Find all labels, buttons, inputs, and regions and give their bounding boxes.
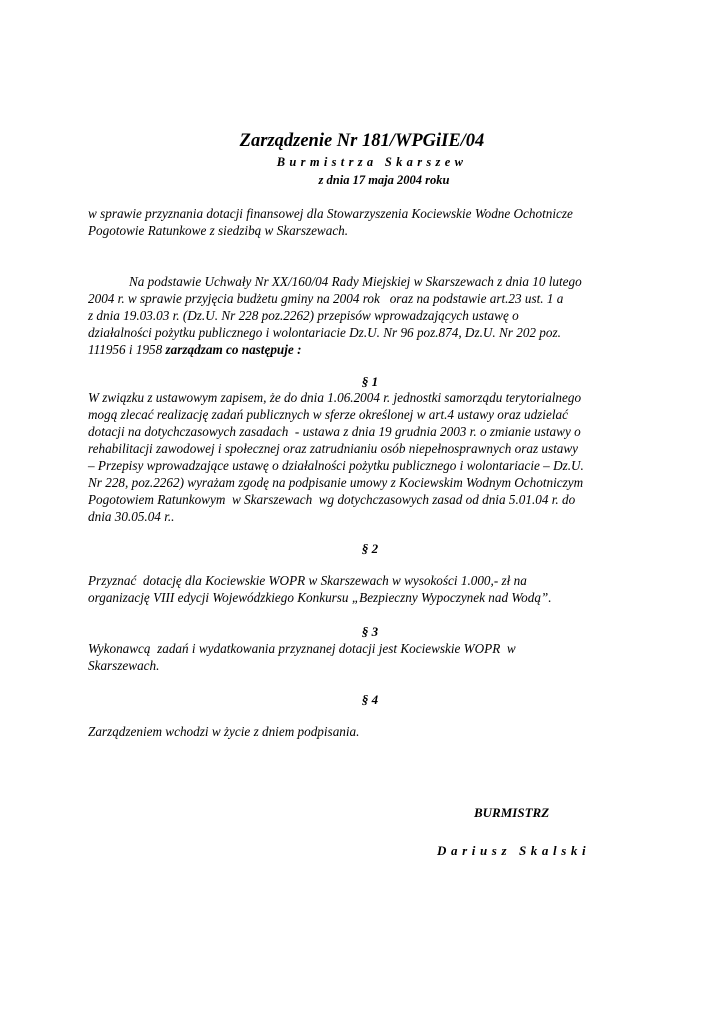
section-1-line: dotacji na dotychczasowych zasadach - ustawa z dnia 19 grudnia 2003 r. o zmianie ustawy o: [88, 424, 581, 439]
decree-title: Zarządzenie Nr 181/WPGiIE/04: [239, 131, 485, 151]
preamble-line: 2004 r. w sprawie przyjęcia budżetu gminy na 2004 rok oraz na podstawie art.23 ust. 1 a: [88, 291, 564, 306]
section-4-mark: § 4: [361, 692, 379, 707]
section-1-line: rehabilitacji zawodowej i społecznej oraz zatrudnianiu osób niepełnosprawnych oraz ustawy: [88, 441, 579, 456]
subject-line: w sprawie przyznania dotacji finansowej dla Stowarzyszenia Kociewskie Wodne Ochotnicze: [88, 206, 573, 221]
preamble-text: 111956 i 1958: [88, 342, 166, 357]
decree-issuer: Burmistrza Skarszew: [276, 155, 468, 169]
section-2-line: organizację VIII edycji Wojewódzkiego Konkursu „Bezpieczny Wypoczynek nad Wodą”.: [88, 590, 552, 605]
preamble-line: [88, 341, 301, 358]
preamble-line: z dnia 19.03.03 r. (Dz.U. Nr 228 poz.2262) przepisów wprowadzających ustawę o: [88, 308, 519, 323]
preamble-bold-phrase: zarządzam co następuje :: [165, 342, 302, 357]
section-4-line: Zarządzeniem wchodzi w życie z dniem podpisania.: [88, 724, 360, 739]
preamble-line: działalności pożytku publicznego i wolontariacie Dz.U. Nr 96 poz.874, Dz.U. Nr 202 poz.: [88, 325, 561, 340]
section-1-line: mogą zlecać realizację zadań publicznych w sferze określonej w art.4 ustawy oraz udzielać: [88, 407, 568, 422]
section-3-line: Wykonawcą zadań i wydatkowania przyznanej dotacji jest Kociewskie WOPR w: [88, 641, 516, 656]
section-3-mark: § 3: [361, 624, 379, 639]
signature-role: BURMISTRZ: [474, 805, 550, 820]
section-1-line: Nr 228, poz.2262) wyrażam zgodę na podpisanie umowy z Kociewskim Wodnym Ochotniczym: [88, 475, 584, 490]
section-1-mark: § 1: [361, 374, 379, 389]
decree-date: z dnia 17 maja 2004 roku: [318, 173, 450, 187]
subject-line: Pogotowie Ratunkowe z siedzibą w Skarszewach.: [88, 223, 349, 238]
signature-name: Dariusz Skalski: [437, 843, 591, 858]
section-1-line: dnia 30.05.04 r..: [88, 509, 175, 524]
preamble-line: Na podstawie Uchwały Nr XX/160/04 Rady Miejskiej w Skarszewach z dnia 10 lutego: [129, 274, 582, 289]
section-1-line: W związku z ustawowym zapisem, że do dnia 1.06.2004 r. jednostki samorządu terytorialnego: [88, 390, 582, 405]
section-2-line: Przyznać dotację dla Kociewskie WOPR w Skarszewach w wysokości 1.000,- zł na: [88, 573, 527, 588]
section-3-line: Skarszewach.: [88, 658, 160, 673]
section-2-mark: § 2: [361, 541, 379, 556]
section-1-line: – Przepisy wprowadzające ustawę o działalności pożytku publicznego i wolontariacie – Dz.U.: [88, 458, 584, 473]
section-1-line: Pogotowiem Ratunkowym w Skarszewach wg dotychczasowych zasad od dnia 5.01.04 r. do: [88, 492, 576, 507]
